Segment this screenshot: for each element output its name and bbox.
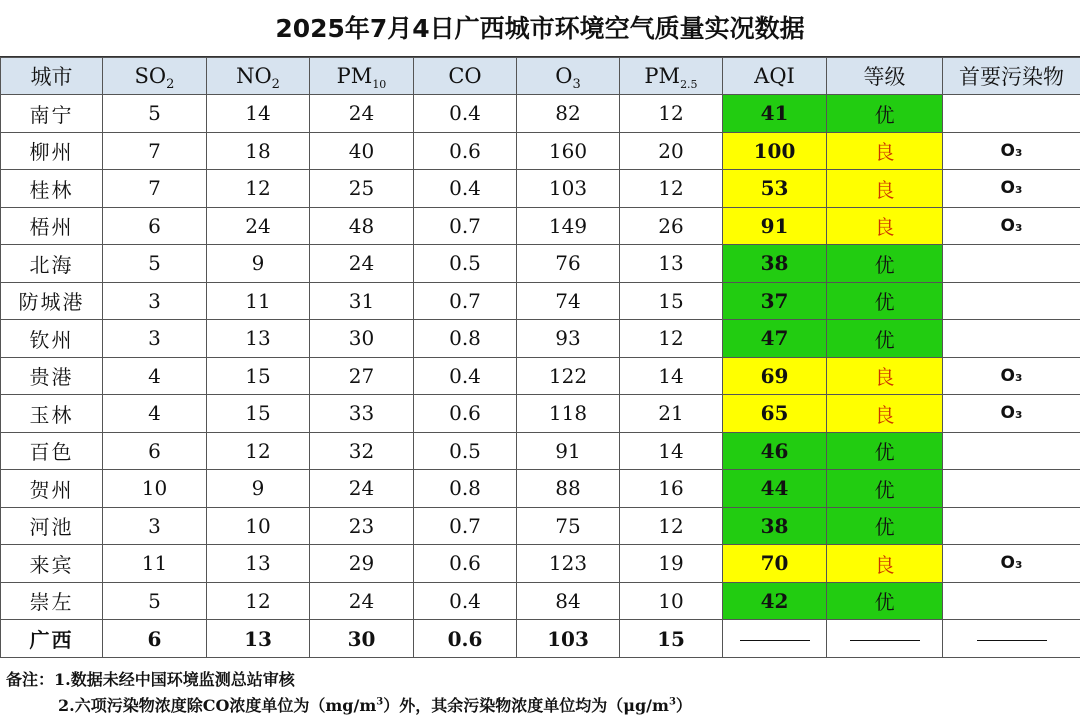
note-2-mid: ）外，其余污染物浓度单位均为（μg/m — [383, 696, 669, 715]
cell-o3: 103 — [517, 170, 620, 208]
cell-pm25: 12 — [620, 95, 723, 133]
cell-o3: 74 — [517, 282, 620, 320]
table-row — [1, 432, 1080, 470]
cell-level: 良 — [827, 207, 943, 245]
cell-pm10: 24 — [310, 245, 414, 283]
air-quality-table — [0, 57, 1080, 658]
table-header-row — [1, 58, 1080, 95]
cell-city: 贵港 — [1, 357, 103, 395]
total-co: 0.6 — [414, 620, 517, 658]
cell-no2: 10 — [207, 507, 310, 545]
dash-line — [977, 640, 1047, 641]
cell-so2: 5 — [103, 245, 207, 283]
cell-pm25: 13 — [620, 245, 723, 283]
cell-level: 良 — [827, 395, 943, 433]
header-no2 — [207, 58, 310, 95]
cell-city: 贺州 — [1, 470, 103, 508]
cell-no2: 15 — [207, 357, 310, 395]
header-primary-pollutant: 首要污染物 — [943, 58, 1080, 95]
header-pm25-sub: 2.5 — [680, 78, 698, 92]
cell-pm10: 29 — [310, 545, 414, 583]
cell-pm10: 31 — [310, 282, 414, 320]
header-no2-base: NO — [236, 64, 272, 88]
cell-co: 0.4 — [414, 95, 517, 133]
cell-co: 0.6 — [414, 132, 517, 170]
cell-pm25: 20 — [620, 132, 723, 170]
cell-o3: 75 — [517, 507, 620, 545]
cell-o3: 160 — [517, 132, 620, 170]
cell-co: 0.8 — [414, 470, 517, 508]
cell-primary — [943, 507, 1080, 545]
header-pm25-base: PM — [644, 64, 681, 88]
total-no2: 13 — [207, 620, 310, 658]
cell-pm25: 16 — [620, 470, 723, 508]
cell-co: 0.4 — [414, 582, 517, 620]
cell-co: 0.7 — [414, 507, 517, 545]
cell-so2: 6 — [103, 207, 207, 245]
table-row — [1, 320, 1080, 358]
cell-co: 0.5 — [414, 245, 517, 283]
cell-no2: 24 — [207, 207, 310, 245]
cell-pm25: 12 — [620, 320, 723, 358]
cell-level: 良 — [827, 357, 943, 395]
cell-aqi: 69 — [723, 357, 827, 395]
cell-level: 优 — [827, 95, 943, 133]
cell-so2: 4 — [103, 357, 207, 395]
table-row — [1, 395, 1080, 433]
cell-city: 钦州 — [1, 320, 103, 358]
header-o3 — [517, 58, 620, 95]
cell-aqi: 70 — [723, 545, 827, 583]
cell-aqi: 38 — [723, 507, 827, 545]
cell-city: 百色 — [1, 432, 103, 470]
cell-so2: 7 — [103, 170, 207, 208]
note-label: 备注： — [6, 670, 55, 689]
cell-co: 0.4 — [414, 357, 517, 395]
header-o3-base: O — [555, 64, 573, 88]
cell-primary — [943, 245, 1080, 283]
total-primary-dash — [943, 620, 1080, 658]
cell-so2: 7 — [103, 132, 207, 170]
note-line-2 — [58, 693, 692, 716]
table-row — [1, 170, 1080, 208]
cell-pm10: 24 — [310, 95, 414, 133]
cell-city: 防城港 — [1, 282, 103, 320]
cell-pm25: 14 — [620, 357, 723, 395]
cell-pm10: 27 — [310, 357, 414, 395]
cell-city: 南宁 — [1, 95, 103, 133]
table-row — [1, 282, 1080, 320]
cell-primary — [943, 432, 1080, 470]
cell-co: 0.6 — [414, 545, 517, 583]
cell-aqi: 91 — [723, 207, 827, 245]
header-pm25 — [620, 58, 723, 95]
cell-level: 优 — [827, 582, 943, 620]
cell-primary — [943, 320, 1080, 358]
cell-no2: 13 — [207, 545, 310, 583]
table-row — [1, 545, 1080, 583]
cell-no2: 9 — [207, 245, 310, 283]
cell-level: 优 — [827, 432, 943, 470]
cell-co: 0.5 — [414, 432, 517, 470]
cell-no2: 14 — [207, 95, 310, 133]
cell-o3: 149 — [517, 207, 620, 245]
cell-pm25: 14 — [620, 432, 723, 470]
cell-pm10: 33 — [310, 395, 414, 433]
cell-o3: 93 — [517, 320, 620, 358]
note-2-sup2: 3 — [668, 696, 676, 708]
cell-city: 崇左 — [1, 582, 103, 620]
header-co: CO — [414, 58, 517, 95]
table-row — [1, 245, 1080, 283]
total-so2: 6 — [103, 620, 207, 658]
cell-primary — [943, 95, 1080, 133]
cell-o3: 122 — [517, 357, 620, 395]
cell-so2: 3 — [103, 320, 207, 358]
cell-co: 0.7 — [414, 207, 517, 245]
cell-o3: 76 — [517, 245, 620, 283]
cell-aqi: 44 — [723, 470, 827, 508]
cell-no2: 13 — [207, 320, 310, 358]
cell-no2: 12 — [207, 432, 310, 470]
cell-o3: 88 — [517, 470, 620, 508]
header-pm10 — [310, 58, 414, 95]
header-city: 城市 — [1, 58, 103, 95]
cell-aqi: 37 — [723, 282, 827, 320]
total-city: 广西 — [1, 620, 103, 658]
cell-no2: 18 — [207, 132, 310, 170]
cell-co: 0.8 — [414, 320, 517, 358]
table-row — [1, 132, 1080, 170]
cell-pm10: 48 — [310, 207, 414, 245]
total-level-dash — [827, 620, 943, 658]
cell-primary — [943, 582, 1080, 620]
cell-so2: 5 — [103, 582, 207, 620]
cell-city: 柳州 — [1, 132, 103, 170]
cell-city: 河池 — [1, 507, 103, 545]
cell-no2: 12 — [207, 582, 310, 620]
cell-no2: 12 — [207, 170, 310, 208]
cell-city: 玉林 — [1, 395, 103, 433]
cell-level: 优 — [827, 470, 943, 508]
cell-level: 优 — [827, 507, 943, 545]
cell-primary — [943, 282, 1080, 320]
page-title: 2025年7月4日广西城市环境空气质量实况数据 — [0, 0, 1080, 57]
cell-aqi: 46 — [723, 432, 827, 470]
table-row — [1, 582, 1080, 620]
cell-co: 0.6 — [414, 395, 517, 433]
cell-primary: O₃ — [943, 207, 1080, 245]
cell-level: 良 — [827, 545, 943, 583]
cell-pm25: 12 — [620, 170, 723, 208]
cell-primary: O₃ — [943, 395, 1080, 433]
dash-line — [850, 640, 920, 641]
cell-co: 0.7 — [414, 282, 517, 320]
total-pm25: 15 — [620, 620, 723, 658]
cell-pm25: 21 — [620, 395, 723, 433]
cell-so2: 3 — [103, 282, 207, 320]
cell-aqi: 41 — [723, 95, 827, 133]
cell-so2: 11 — [103, 545, 207, 583]
cell-so2: 3 — [103, 507, 207, 545]
cell-so2: 10 — [103, 470, 207, 508]
cell-pm10: 23 — [310, 507, 414, 545]
cell-city: 来宾 — [1, 545, 103, 583]
cell-aqi: 53 — [723, 170, 827, 208]
cell-primary: O₃ — [943, 545, 1080, 583]
total-aqi-dash — [723, 620, 827, 658]
cell-pm10: 40 — [310, 132, 414, 170]
cell-no2: 11 — [207, 282, 310, 320]
cell-pm25: 15 — [620, 282, 723, 320]
cell-level: 优 — [827, 320, 943, 358]
total-pm10: 30 — [310, 620, 414, 658]
note-line-1 — [6, 667, 295, 690]
note-2-post: ） — [675, 696, 692, 715]
cell-pm10: 24 — [310, 470, 414, 508]
cell-o3: 123 — [517, 545, 620, 583]
cell-so2: 5 — [103, 95, 207, 133]
table-row — [1, 207, 1080, 245]
header-pm10-base: PM — [336, 64, 373, 88]
table-row — [1, 95, 1080, 133]
cell-pm10: 24 — [310, 582, 414, 620]
total-row — [1, 620, 1080, 658]
cell-city: 梧州 — [1, 207, 103, 245]
cell-so2: 4 — [103, 395, 207, 433]
cell-pm10: 32 — [310, 432, 414, 470]
cell-pm25: 19 — [620, 545, 723, 583]
cell-aqi: 100 — [723, 132, 827, 170]
dash-line — [740, 640, 810, 641]
cell-no2: 15 — [207, 395, 310, 433]
cell-aqi: 42 — [723, 582, 827, 620]
cell-o3: 82 — [517, 95, 620, 133]
table-row — [1, 470, 1080, 508]
header-so2-sub: 2 — [166, 77, 175, 93]
cell-o3: 118 — [517, 395, 620, 433]
cell-aqi: 38 — [723, 245, 827, 283]
cell-city: 桂林 — [1, 170, 103, 208]
cell-pm25: 26 — [620, 207, 723, 245]
cell-primary: O₃ — [943, 132, 1080, 170]
cell-level: 优 — [827, 245, 943, 283]
cell-so2: 6 — [103, 432, 207, 470]
table-row — [1, 357, 1080, 395]
table-body — [1, 95, 1080, 620]
header-level: 等级 — [827, 58, 943, 95]
cell-level: 优 — [827, 282, 943, 320]
cell-o3: 91 — [517, 432, 620, 470]
header-o3-sub: 3 — [572, 77, 581, 93]
header-pm10-sub: 10 — [372, 78, 387, 92]
cell-primary: O₃ — [943, 357, 1080, 395]
cell-aqi: 65 — [723, 395, 827, 433]
cell-level: 良 — [827, 132, 943, 170]
total-o3: 103 — [517, 620, 620, 658]
cell-pm25: 10 — [620, 582, 723, 620]
cell-pm10: 30 — [310, 320, 414, 358]
header-aqi: AQI — [723, 58, 827, 95]
cell-primary: O₃ — [943, 170, 1080, 208]
cell-level: 良 — [827, 170, 943, 208]
cell-primary — [943, 470, 1080, 508]
header-so2 — [103, 58, 207, 95]
cell-co: 0.4 — [414, 170, 517, 208]
note-1-text: 1.数据未经中国环境监测总站审核 — [54, 670, 295, 689]
cell-pm10: 25 — [310, 170, 414, 208]
cell-no2: 9 — [207, 470, 310, 508]
cell-aqi: 47 — [723, 320, 827, 358]
header-no2-sub: 2 — [271, 77, 280, 93]
cell-pm25: 12 — [620, 507, 723, 545]
header-so2-base: SO — [134, 64, 167, 88]
note-2-pre: 2.六项污染物浓度除CO浓度单位为（mg/m — [58, 696, 377, 715]
table-row — [1, 507, 1080, 545]
cell-o3: 84 — [517, 582, 620, 620]
note-2-sup1: 3 — [376, 696, 384, 708]
cell-city: 北海 — [1, 245, 103, 283]
